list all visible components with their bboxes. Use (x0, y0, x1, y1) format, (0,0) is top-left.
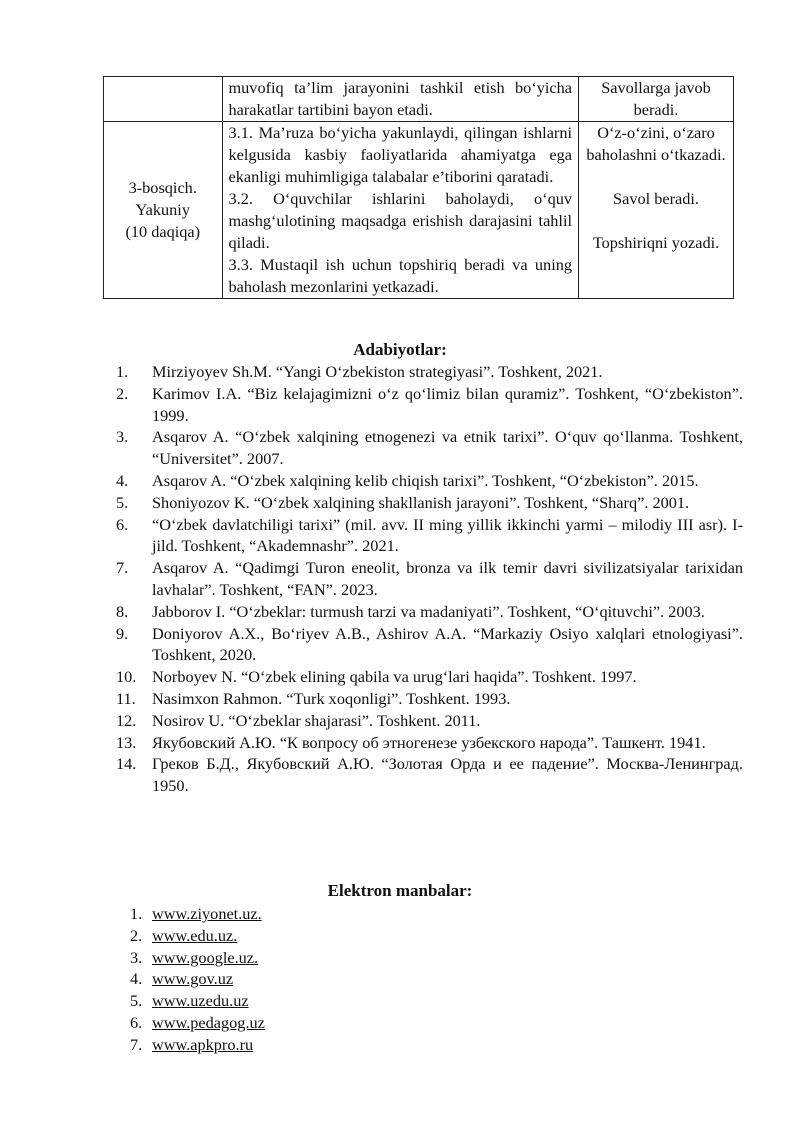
lesson-plan-table (103, 76, 734, 299)
list-item (116, 426, 743, 470)
teacher-actions-cell (222, 77, 579, 122)
student-action-text: Topshiriqni yozadi. (592, 233, 720, 252)
list-item (116, 470, 743, 492)
student-action-text: Savol beradi. (613, 189, 699, 208)
item-number: 1. (116, 362, 129, 381)
list-item (116, 383, 743, 427)
reference-text: Norboyev N. “O‘zbek elining qabila va urug‘lari haqida”. Toshkent. 1997. (152, 667, 637, 687)
item-number: 7. (130, 1034, 143, 1054)
item-number: 14. (116, 754, 137, 774)
electronic-sources-list (130, 903, 265, 1056)
item-number: 11. (116, 688, 136, 708)
list-item (116, 753, 743, 797)
item-number: 4. (130, 969, 143, 989)
teacher-action-text: muvofiq ta’lim jarayonini tashkil etish bo‘yicha harakatlar tartibini bayon etadi. (228, 78, 573, 119)
item-number: 3. (116, 427, 129, 447)
item-number: 5. (130, 991, 143, 1011)
references-heading: Adabiyotlar: (353, 340, 447, 359)
reference-text: Nosirov U. “O‘zbeklar shajarasi”. Toshkent. 2011. (152, 710, 481, 730)
source-link[interactable]: www.google.uz. (152, 947, 259, 967)
list-item (116, 514, 743, 558)
table-row (104, 77, 734, 122)
item-number: 6. (130, 1012, 143, 1032)
item-number: 4. (116, 470, 129, 490)
item-number: 7. (116, 558, 129, 578)
reference-text: Якубовский А.Ю. “К вопросу об этногенезе узбекского народа”. Ташкент. 1941. (152, 732, 706, 752)
item-number: 12. (116, 710, 137, 730)
source-link[interactable]: www.apkpro.ru (152, 1034, 254, 1054)
student-action-text: Savollarga javob beradi. (601, 78, 711, 119)
item-number: 13. (116, 732, 137, 752)
references-list (116, 361, 743, 797)
student-actions-cell (579, 77, 734, 122)
list-item (130, 990, 265, 1012)
source-link[interactable]: www.uzedu.uz (152, 991, 249, 1011)
reference-text: Doniyorov A.X., Bo‘riyev A.B., Ashirov A.A. “Markaziy Osiyo xalqlari etnologiyasi”. Toshkent, 2020. (152, 623, 743, 665)
reference-text: Греков Б.Д., Якубовский А.Ю. “Золотая Орда и ее падение”. Москва-Ленинград. 1950. (152, 754, 743, 796)
list-item (116, 557, 743, 601)
student-actions-cell (579, 122, 734, 299)
item-number: 1. (130, 904, 143, 923)
reference-text: Asqarov A. “O‘zbek xalqining etnogenezi va etnik tarixi”. O‘quv qo‘llanma. Toshkent, “Universitet”. 2007. (152, 427, 743, 469)
item-number: 6. (116, 514, 129, 534)
list-item (116, 688, 743, 710)
student-action-text: O‘z-o‘zini, o‘zaro baholashni o‘tkazadi. (586, 123, 726, 164)
stage-cell (104, 77, 223, 122)
reference-text: Jabborov I. “O‘zbeklar: turmush tarzi va madaniyati”. Toshkent, “O‘qituvchi”. 2003. (152, 601, 705, 621)
table-row (104, 122, 734, 299)
list-item (116, 710, 743, 732)
stage-name: Yakuniy (135, 200, 190, 219)
stage-duration: (10 daqiqa) (125, 222, 201, 241)
item-number: 9. (116, 623, 129, 643)
source-link[interactable]: www.pedagog.uz (152, 1012, 265, 1032)
reference-text: Karimov I.A. “Biz kelajagimizni o‘z qo‘limiz bilan quramiz”. Toshkent, “O‘zbekiston”. 1999. (152, 383, 743, 425)
reference-text: Nasimxon Rahmon. “Turk xoqonligi”. Toshkent. 1993. (152, 688, 511, 708)
teacher-action-text: 3.1. Ma’ruza bo‘yicha yakunlaydi, qilingan ishlarni kelgusida kasbiy faoliyatlarida ahamiyatga ega ekanligi muhimligiga talabalar e’tiborini qaratadi. (228, 123, 573, 186)
reference-text: Shoniyozov K. “O‘zbek xalqining shakllanish jarayoni”. Toshkent, “Sharq”. 2001. (152, 492, 690, 512)
list-item (130, 968, 265, 990)
list-item (130, 903, 265, 925)
electronic-sources-heading: Elektron manbalar: (327, 881, 473, 900)
list-item (130, 947, 265, 969)
teacher-actions-cell (222, 122, 579, 299)
list-item (116, 623, 743, 667)
list-item (116, 732, 743, 754)
stage-label: 3-bosqich. (128, 178, 197, 197)
list-item (130, 1034, 265, 1056)
teacher-action-text: 3.3. Mustaqil ish uchun topshiriq beradi va uning baholash mezonlarini yetkazadi. (228, 255, 573, 296)
item-number: 10. (116, 667, 137, 687)
source-link[interactable]: www.gov.uz (152, 969, 234, 989)
reference-text: Asqarov A. “Qadimgi Turon eneolit, bronza va ilk temir davri sivilizatsiyalar tarixidan lavhalar”. Toshkent, “FAN”. 2023. (152, 558, 743, 599)
list-item (130, 1012, 265, 1034)
reference-text: “O‘zbek davlatchiligi tarixi” (mil. avv. II ming yillik ikkinchi yarmi – milodiy III asr). I-jild. Toshkent, “Akademnashr”. 2021. (152, 514, 743, 556)
item-number: 2. (116, 383, 129, 403)
source-link[interactable]: www.edu.uz. (152, 925, 238, 945)
list-item (116, 492, 743, 514)
list-item (116, 666, 743, 688)
reference-text: Asqarov A. “O‘zbek xalqining kelib chiqish tarixi”. Toshkent, “O‘zbekiston”. 2015. (152, 470, 699, 490)
stage-cell (104, 122, 223, 299)
item-number: 5. (116, 492, 129, 512)
item-number: 8. (116, 601, 129, 621)
teacher-action-text: 3.2. O‘quvchilar ishlarini baholaydi, o‘quv mashg‘ulotining maqsadga erishish darajasini tahlil qiladi. (228, 189, 573, 252)
list-item (116, 361, 743, 383)
list-item (116, 601, 743, 623)
source-link[interactable]: www.ziyonet.uz. (152, 904, 262, 923)
list-item (130, 925, 265, 947)
item-number: 2. (130, 925, 143, 945)
reference-text: Mirziyoyev Sh.M. “Yangi O‘zbekiston strategiyasi”. Toshkent, 2021. (152, 362, 603, 381)
item-number: 3. (130, 947, 143, 967)
